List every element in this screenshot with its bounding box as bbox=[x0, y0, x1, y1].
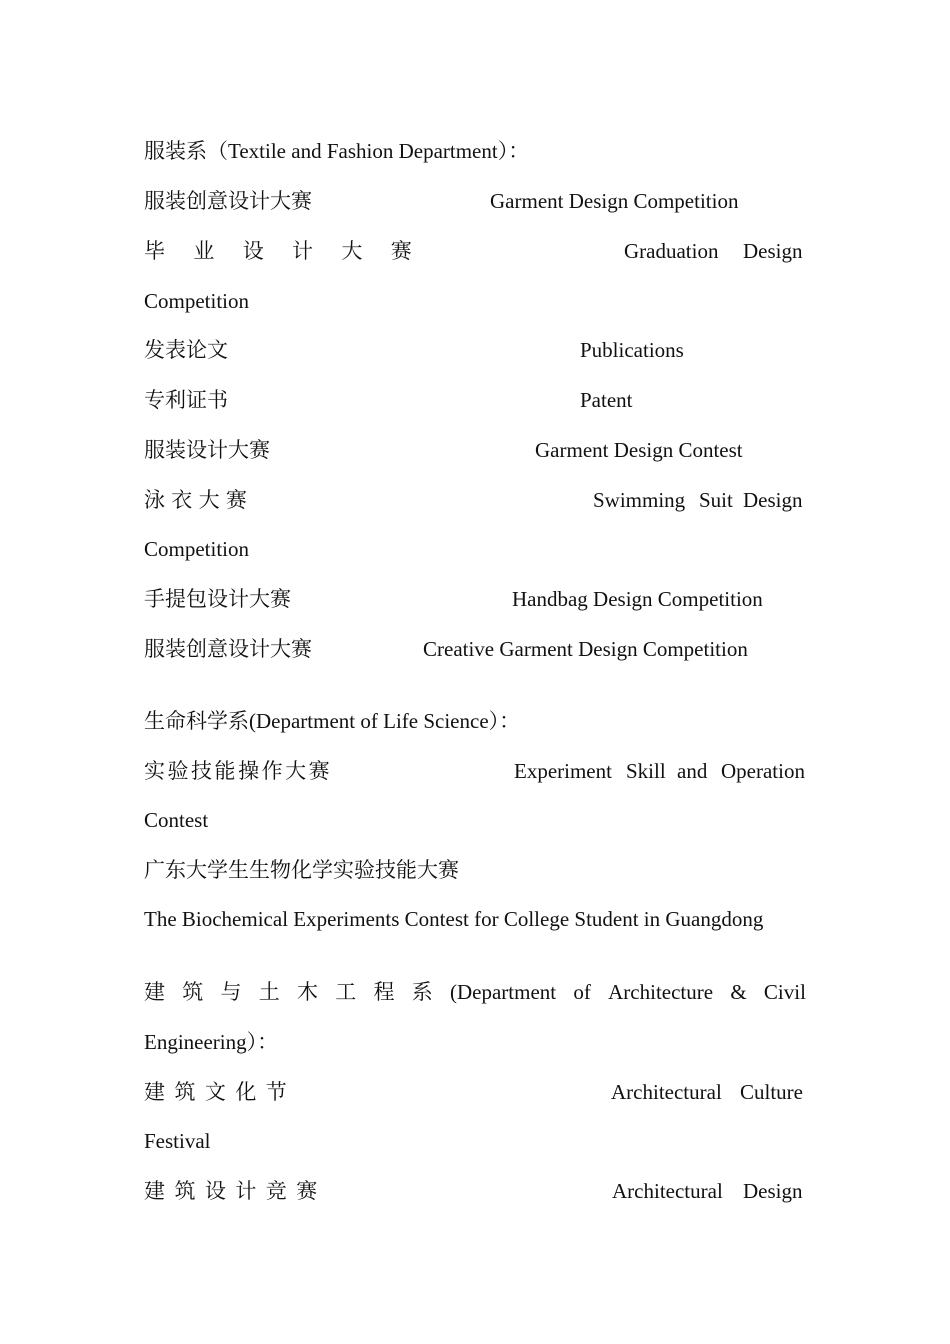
item-zh: 专利证书 bbox=[144, 388, 228, 412]
section-heading-architecture bbox=[144, 978, 806, 1006]
item-en-cont: Festival bbox=[144, 1129, 211, 1153]
heading-text: 生命科学系(Department of Life Science）： bbox=[144, 709, 521, 733]
list-item bbox=[144, 237, 806, 265]
heading-word: 工 bbox=[335, 980, 357, 1004]
heading-word: Civil bbox=[763, 980, 806, 1004]
list-item bbox=[144, 336, 806, 364]
item-en: Handbag Design Competition bbox=[512, 587, 763, 611]
heading-word: (Department bbox=[450, 980, 557, 1004]
item-en-word: Design bbox=[743, 1179, 803, 1203]
item-en-word: Operation bbox=[721, 759, 805, 783]
section-heading-textile bbox=[144, 137, 806, 165]
list-item-continuation bbox=[144, 806, 806, 834]
list-item bbox=[144, 1078, 806, 1106]
item-en-word: Skill bbox=[626, 759, 666, 783]
item-zh: 建 筑 文 化 节 bbox=[144, 1080, 289, 1104]
heading-word: 木 bbox=[297, 980, 318, 1004]
list-item bbox=[144, 856, 806, 884]
list-item bbox=[144, 436, 806, 464]
heading-text: 服装系（Textile and Fashion Department）： bbox=[144, 139, 530, 163]
item-en-word: Experiment bbox=[514, 759, 612, 783]
heading-word: of bbox=[573, 980, 591, 1004]
list-item-continuation bbox=[144, 287, 806, 315]
item-en-cont: Contest bbox=[144, 808, 209, 832]
section-heading-life-science bbox=[144, 707, 806, 735]
item-zh: 手提包设计大赛 bbox=[144, 587, 291, 611]
list-item bbox=[144, 1177, 806, 1205]
item-en-word: Swimming bbox=[593, 488, 686, 512]
heading-word: 程 bbox=[373, 980, 395, 1004]
list-item bbox=[144, 486, 806, 514]
item-en-word: Architectural bbox=[611, 1080, 722, 1104]
heading-word: 筑 bbox=[182, 980, 204, 1004]
item-zh: 服装创意设计大赛 bbox=[144, 189, 312, 213]
item-en-word: Design bbox=[743, 239, 803, 263]
heading-word: 土 bbox=[258, 980, 280, 1004]
item-en: Garment Design Competition bbox=[490, 189, 739, 213]
item-en-word: Architectural bbox=[612, 1179, 723, 1203]
list-item-en bbox=[144, 905, 806, 933]
item-zh: 服装创意设计大赛 bbox=[144, 637, 312, 661]
item-en: The Biochemical Experiments Contest for College Student in Guangdong bbox=[144, 907, 764, 931]
heading-word: 建 bbox=[144, 980, 165, 1004]
item-en-word: and bbox=[677, 759, 708, 783]
item-zh: 广东大学生生物化学实验技能大赛 bbox=[144, 858, 459, 882]
item-zh: 服装设计大赛 bbox=[144, 438, 270, 462]
section-heading-continuation bbox=[144, 1028, 806, 1056]
item-en: Patent bbox=[580, 388, 633, 412]
item-en-cont: Competition bbox=[144, 537, 249, 561]
list-item bbox=[144, 585, 806, 613]
heading-word: 与 bbox=[220, 980, 242, 1004]
list-item bbox=[144, 187, 806, 215]
list-item-continuation bbox=[144, 1127, 806, 1155]
item-en: Creative Garment Design Competition bbox=[423, 637, 748, 661]
list-item bbox=[144, 635, 806, 663]
item-zh: 实验技能操作大赛 bbox=[144, 759, 333, 783]
item-en-word: Suit bbox=[699, 488, 733, 512]
item-en-cont: Competition bbox=[144, 289, 249, 313]
heading-word: & bbox=[730, 980, 747, 1004]
item-en: Garment Design Contest bbox=[535, 438, 743, 462]
item-en-word: Design bbox=[743, 488, 803, 512]
item-zh: 泳衣大赛 bbox=[144, 488, 254, 512]
item-zh: 毕 业 设 计 大 赛 bbox=[144, 239, 424, 263]
list-item-continuation bbox=[144, 535, 806, 563]
heading-word: Architecture bbox=[608, 980, 714, 1004]
item-zh: 发表论文 bbox=[144, 338, 228, 362]
item-en-word: Graduation bbox=[624, 239, 719, 263]
item-en: Publications bbox=[580, 338, 684, 362]
item-en-word: Culture bbox=[740, 1080, 803, 1104]
heading-word: 系 bbox=[411, 980, 433, 1004]
list-item bbox=[144, 757, 806, 785]
heading-text: Engineering）： bbox=[144, 1030, 279, 1054]
list-item bbox=[144, 386, 806, 414]
item-zh: 建 筑 设 计 竞 赛 bbox=[144, 1179, 320, 1203]
